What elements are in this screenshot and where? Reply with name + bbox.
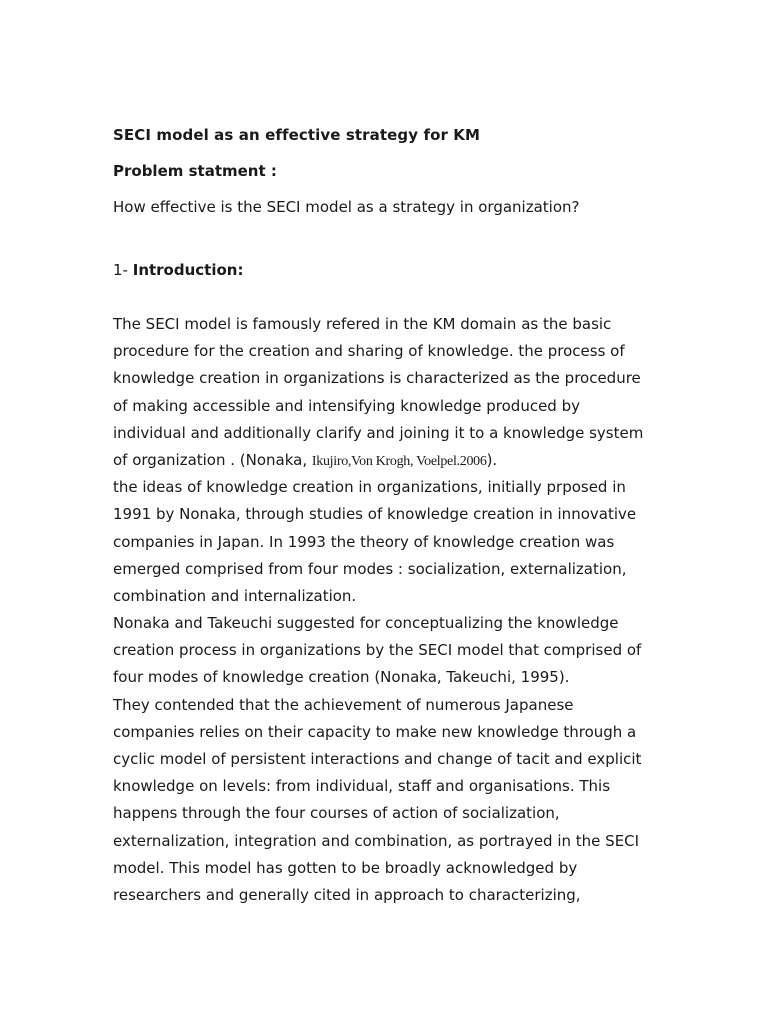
- body-line: the ideas of knowledge creation in organizations, initially prposed in: [113, 478, 626, 497]
- body-line: emerged comprised from four modes : socialization, externalization,: [113, 559, 627, 578]
- body-line: cyclic model of persistent interactions and change of tacit and explicit: [113, 750, 642, 768]
- citation-suffix: ).: [486, 450, 498, 469]
- citation-authors: Ikujiro,Von Krogh, Voelpel.2006: [311, 453, 487, 469]
- problem-heading: Problem statment :: [113, 162, 277, 180]
- section-heading: [113, 259, 653, 281]
- section-title: Introduction:: [132, 261, 244, 279]
- document-title: SECI model as an effective strategy for KM: [113, 126, 481, 144]
- body-line: happens through the four courses of action of socialization,: [113, 804, 560, 823]
- body-line: companies relies on their capacity to make new knowledge through a: [113, 722, 637, 741]
- document-content: [113, 124, 653, 909]
- body-line: knowledge creation in organizations is characterized as the procedure: [113, 369, 641, 388]
- body-line: individual and additionally clarify and joining it to a knowledge system: [113, 423, 644, 442]
- section-number: 1-: [113, 261, 133, 279]
- body-line: Nonaka and Takeuchi suggested for conceptualizing the knowledge: [113, 614, 619, 633]
- body-text: [113, 311, 653, 909]
- body-line: knowledge on levels: from individual, staff and organisations. This: [113, 777, 611, 796]
- citation-prefix: of organization . (Nonaka,: [113, 450, 312, 469]
- body-line: of making accessible and intensifying knowledge produced by: [113, 396, 580, 415]
- problem-question: How effective is the SECI model as a strategy in organization?: [113, 198, 580, 216]
- body-line: procedure for the creation and sharing of knowledge. the process of: [113, 342, 625, 361]
- body-line: The SECI model is famously refered in the KM domain as the basic: [113, 315, 612, 333]
- body-line: combination and internalization.: [113, 586, 357, 605]
- body-line: creation process in organizations by the SECI model that comprised of: [113, 641, 642, 660]
- body-line: They contended that the achievement of numerous Japanese: [113, 695, 574, 714]
- body-line: four modes of knowledge creation (Nonaka, Takeuchi, 1995).: [113, 668, 570, 687]
- body-line: researchers and generally cited in approach to characterizing,: [113, 885, 581, 904]
- body-line: externalization, integration and combination, as portrayed in the SECI: [113, 831, 640, 850]
- body-line: model. This model has gotten to be broadly acknowledged by: [113, 858, 578, 877]
- citation-line: [113, 447, 653, 474]
- body-line: 1991 by Nonaka, through studies of knowledge creation in innovative: [113, 505, 637, 524]
- body-line: companies in Japan. In 1993 the theory of knowledge creation was: [113, 532, 615, 551]
